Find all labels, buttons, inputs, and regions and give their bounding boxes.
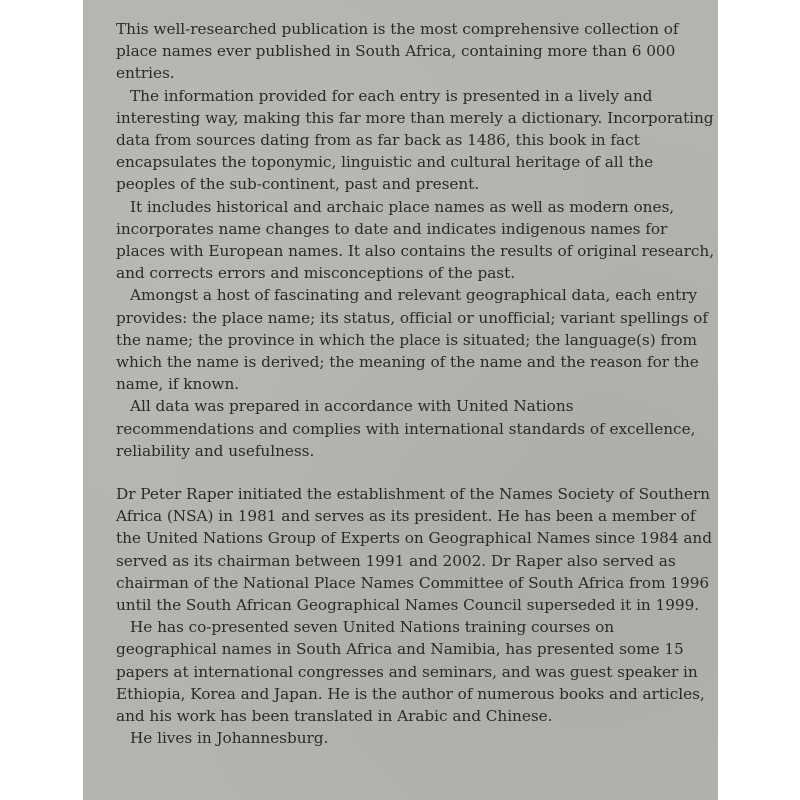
section-divider-space (116, 462, 716, 483)
back-cover-text (116, 18, 716, 750)
description-paragraph-4: Amongst a host of fascinating and relevant geographical data, each entry provides: the place name; its status, official or unofficial; variant spellings of the name; the province in which the place is situated; the language(s) from which the name is derived; the meaning of the name and the reason for the name, if known. (116, 286, 708, 394)
back-cover-page (83, 0, 718, 800)
author-biography (116, 483, 716, 749)
description-paragraph-5: All data was prepared in accordance with United Nations recommendations and complies with international standards of excellence, reliability and usefulness. (116, 397, 696, 460)
bio-paragraph-3: He lives in Johannesburg. (130, 729, 329, 748)
description-paragraph-2: The information provided for each entry is presented in a lively and interesting way, making this far more than merely a dictionary. Incorporating data from sources dating from as far back as 1486, this book in fact encapsulates the toponymic, linguistic and cultural heritage of all the peoples of the sub-continent, past and present. (116, 86, 714, 194)
description-paragraph-1: This well-researched publication is the most comprehensive collection of place names ever published in South Africa, containing more than 6 000 entries. (116, 20, 679, 83)
book-description (116, 18, 716, 462)
description-paragraph-3: It includes historical and archaic place names as well as modern ones, incorporates name changes to date and indicates indigenous names for places with European names. It also contains the results of original research, and corrects errors and misconceptions of the past. (116, 197, 715, 283)
bio-paragraph-1: Dr Peter Raper initiated the establishment of the Names Society of Southern Africa (NSA) in 1981 and serves as its president. He has been a member of the United Nations Group of Experts on Geographical Names since 1984 and served as its chairman between 1991 and 2002. Dr Raper also served as chairman of the National Place Names Committee of South Africa from 1996 until the South African Geographical Names Council superseded it in 1999. (116, 485, 712, 615)
bio-paragraph-2: He has co-presented seven United Nations training courses on geographical names in South Africa and Namibia, has presented some 15 papers at international congresses and seminars, and was guest speaker in Ethiopia, Korea and Japan. He is the author of numerous books and articles, and his work has been translated in Arabic and Chinese. (116, 618, 705, 726)
